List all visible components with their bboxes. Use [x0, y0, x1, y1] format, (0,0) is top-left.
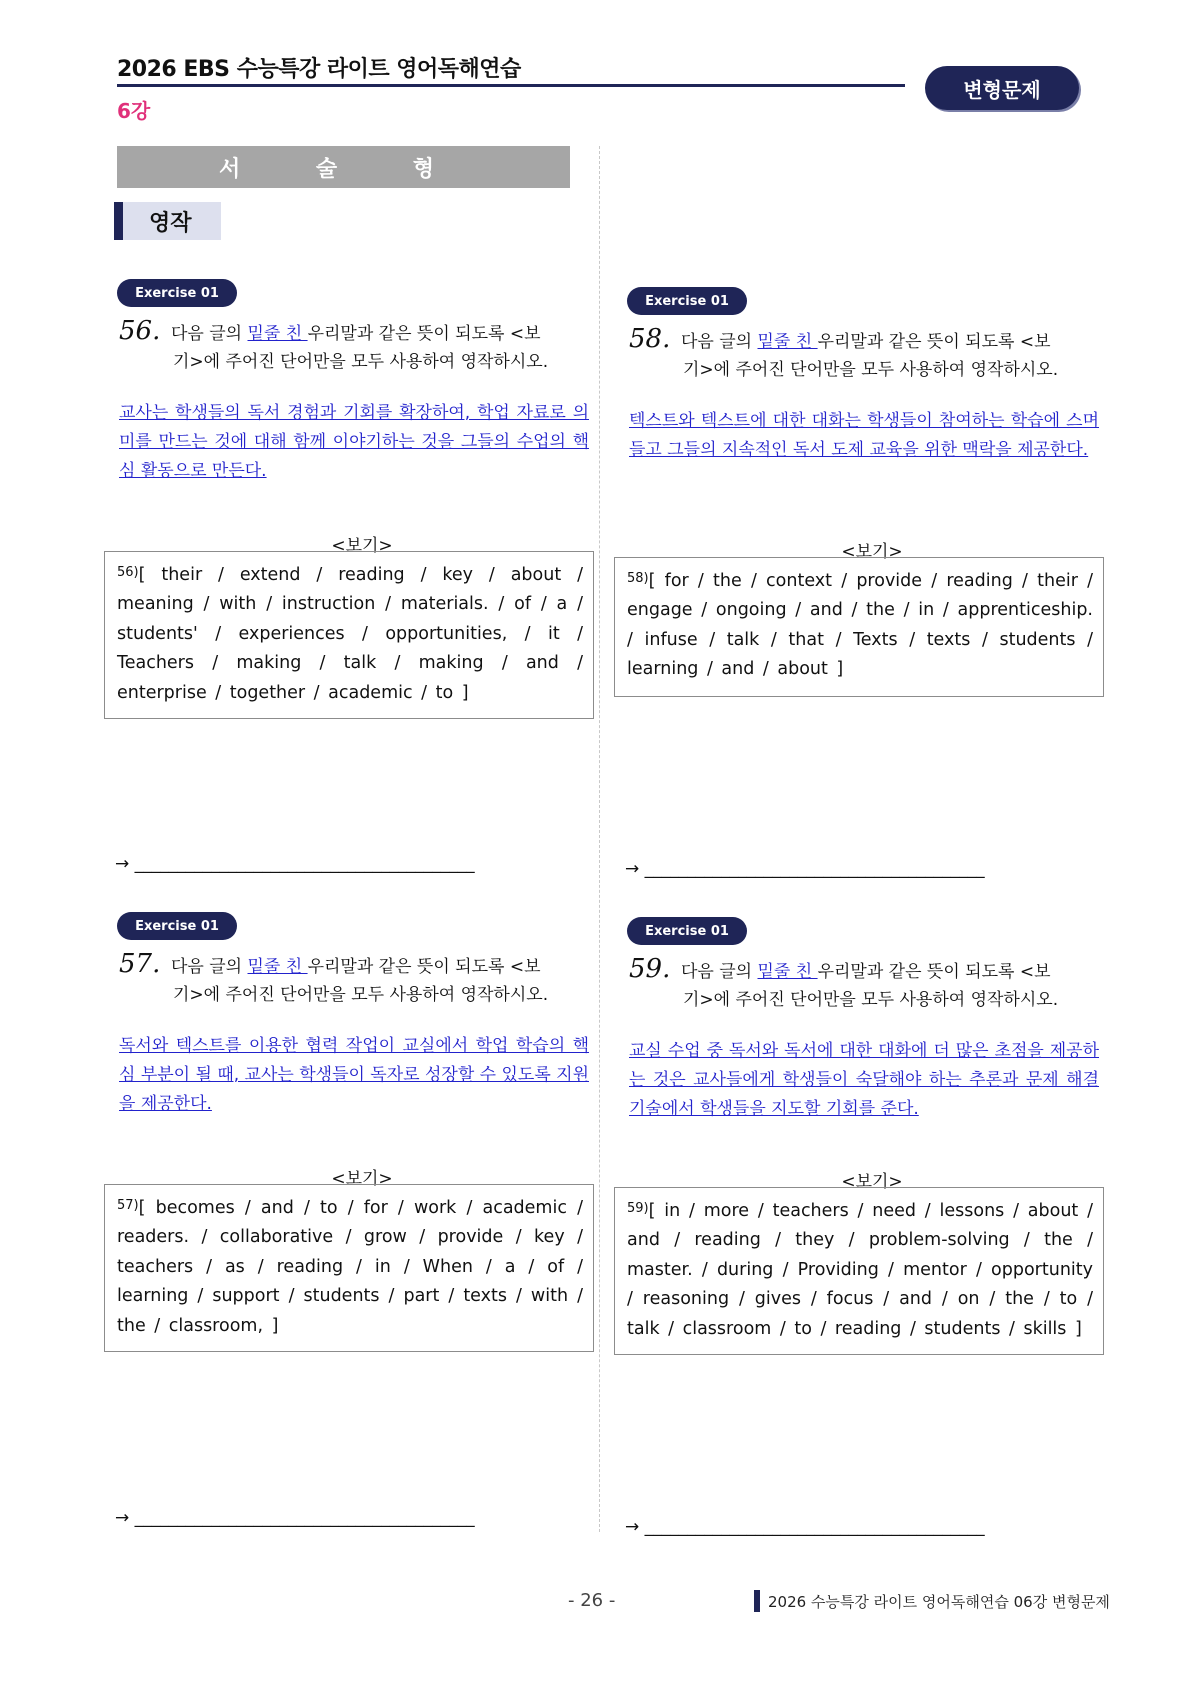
bogi-box: $^{58)}$[ for / the / context / provide / reading / their / engage / ongoing / and / the / in / apprenticeship. / infuse / talk / that / Texts / texts / students / learning / and / about ] [614, 557, 1104, 697]
answer-line[interactable]: → ________________________________________ [115, 1508, 475, 1528]
korean-sentence: 텍스트와 텍스트에 대한 대화는 학생들이 참여하는 학습에 스며들고 그들의 지속적인 독서 도제 교육을 위한 맥락을 제공한다. [629, 411, 1099, 460]
footer-caption: 2026 수능특강 라이트 영어독해연습 06강 변형문제 [754, 1590, 1110, 1612]
section-title-bar: 서 술 형 [117, 146, 570, 188]
bogi-box: $^{56)}$[ their / extend / reading / key / about / meaning / with / instruction / materials. / of / a / students' / experiences / opportunities, / it / Teachers / making / talk / making / and / enterprise / together / academic / to ] [104, 551, 594, 719]
answer-line[interactable]: → ________________________________________ [625, 859, 985, 879]
question-instruction: 57. 다음 글의 밑줄 친 우리말과 같은 뜻이 되도록 <보 기>에 주어진 단어만을 모두 사용하여 영작하시오. [119, 949, 549, 1005]
section-subtitle: 영작 [114, 202, 221, 240]
korean-sentence: 교사는 학생들의 독서 경험과 기회를 확장하여, 학업 자료로 의미를 만드는 것에 대해 함께 이야기하는 것을 그들의 수업의 핵심 활동으로 만든다. [119, 403, 589, 481]
korean-sentence: 교실 수업 중 독서와 독서에 대한 대화에 더 많은 초점을 제공하는 것은 교사들에게 학생들이 숙달해야 하는 추론과 문제 해결 기술에서 학생들을 지도할 기회를 준다. [629, 1041, 1099, 1119]
answer-line[interactable]: → ________________________________________ [625, 1517, 985, 1537]
bogi-label: <보기> [331, 1169, 393, 1189]
bogi-label: <보기> [841, 1172, 903, 1192]
exercise-pill: Exercise 01 [627, 287, 747, 315]
column-divider [599, 146, 600, 1532]
question-instruction: 56. 다음 글의 밑줄 친 우리말과 같은 뜻이 되도록 <보 기>에 주어진 단어만을 모두 사용하여 영작하시오. [119, 316, 549, 372]
bogi-label: <보기> [841, 542, 903, 562]
exercise-pill: Exercise 01 [627, 917, 747, 945]
bogi-box: $^{57)}$[ becomes / and / to / for / work / academic / readers. / collaborative / grow / provide / key / teachers / as / reading / in / When / a / of / learning / support / students / part / texts / with / the / classroom, ] [104, 1184, 594, 1352]
question-instruction: 58. 다음 글의 밑줄 친 우리말과 같은 뜻이 되도록 <보 기>에 주어진 단어만을 모두 사용하여 영작하시오. [629, 324, 1059, 380]
word-bank: [ becomes / and / to / for / work / academic / readers. / collaborative / grow / provide / key / teachers / as / reading / in / When / a / of / learning / support / students / part / texts / with / the / classroom, ] [117, 1198, 583, 1336]
word-bank: [ for / the / context / provide / reading / their / engage / ongoing / and / the / in / apprenticeship. / infuse / talk / that / Texts / texts / students / learning / and / about ] [627, 571, 1093, 680]
exercise-pill: Exercise 01 [117, 912, 237, 940]
lesson-label: 6강 [117, 99, 151, 123]
variant-badge: 변형문제 [925, 66, 1079, 110]
document-title: 2026 EBS 수능특강 라이트 영어독해연습 [117, 57, 521, 82]
question-number: 57. [119, 949, 161, 979]
word-bank: [ in / more / teachers / need / lessons / about / and / reading / they / problem-solving / the / master. / during / Providing / mentor / opportunity / reasoning / gives / focus / and / on / the / to / talk / classroom / to / reading / students / skills ] [627, 1201, 1093, 1339]
bogi-label: <보기> [331, 536, 393, 556]
bogi-box: $^{59)}$[ in / more / teachers / need / lessons / about / and / reading / they / problem-solving / the / master. / during / Providing / mentor / opportunity / reasoning / gives / focus / and / on / the / to / talk / classroom / to / reading / students / skills ] [614, 1187, 1104, 1355]
question-instruction: 59. 다음 글의 밑줄 친 우리말과 같은 뜻이 되도록 <보 기>에 주어진 단어만을 모두 사용하여 영작하시오. [629, 954, 1059, 1010]
header-rule [117, 84, 905, 87]
question-number: 56. [119, 316, 161, 346]
korean-sentence: 독서와 텍스트를 이용한 협력 작업이 교실에서 학업 학습의 핵심 부분이 될 때, 교사는 학생들이 독자로 성장할 수 있도록 지원을 제공한다. [119, 1036, 589, 1114]
question-number: 59. [629, 954, 671, 984]
exercise-pill: Exercise 01 [117, 279, 237, 307]
page-number: - 26 - [568, 1590, 616, 1611]
question-number: 58. [629, 324, 671, 354]
answer-line[interactable]: → ________________________________________ [115, 854, 475, 874]
word-bank: [ their / extend / reading / key / about / meaning / with / instruction / materials. / of / a / students' / experiences / opportunities, / it / Teachers / making / talk / making / and / enterprise / together / academic / to ] [117, 565, 583, 703]
